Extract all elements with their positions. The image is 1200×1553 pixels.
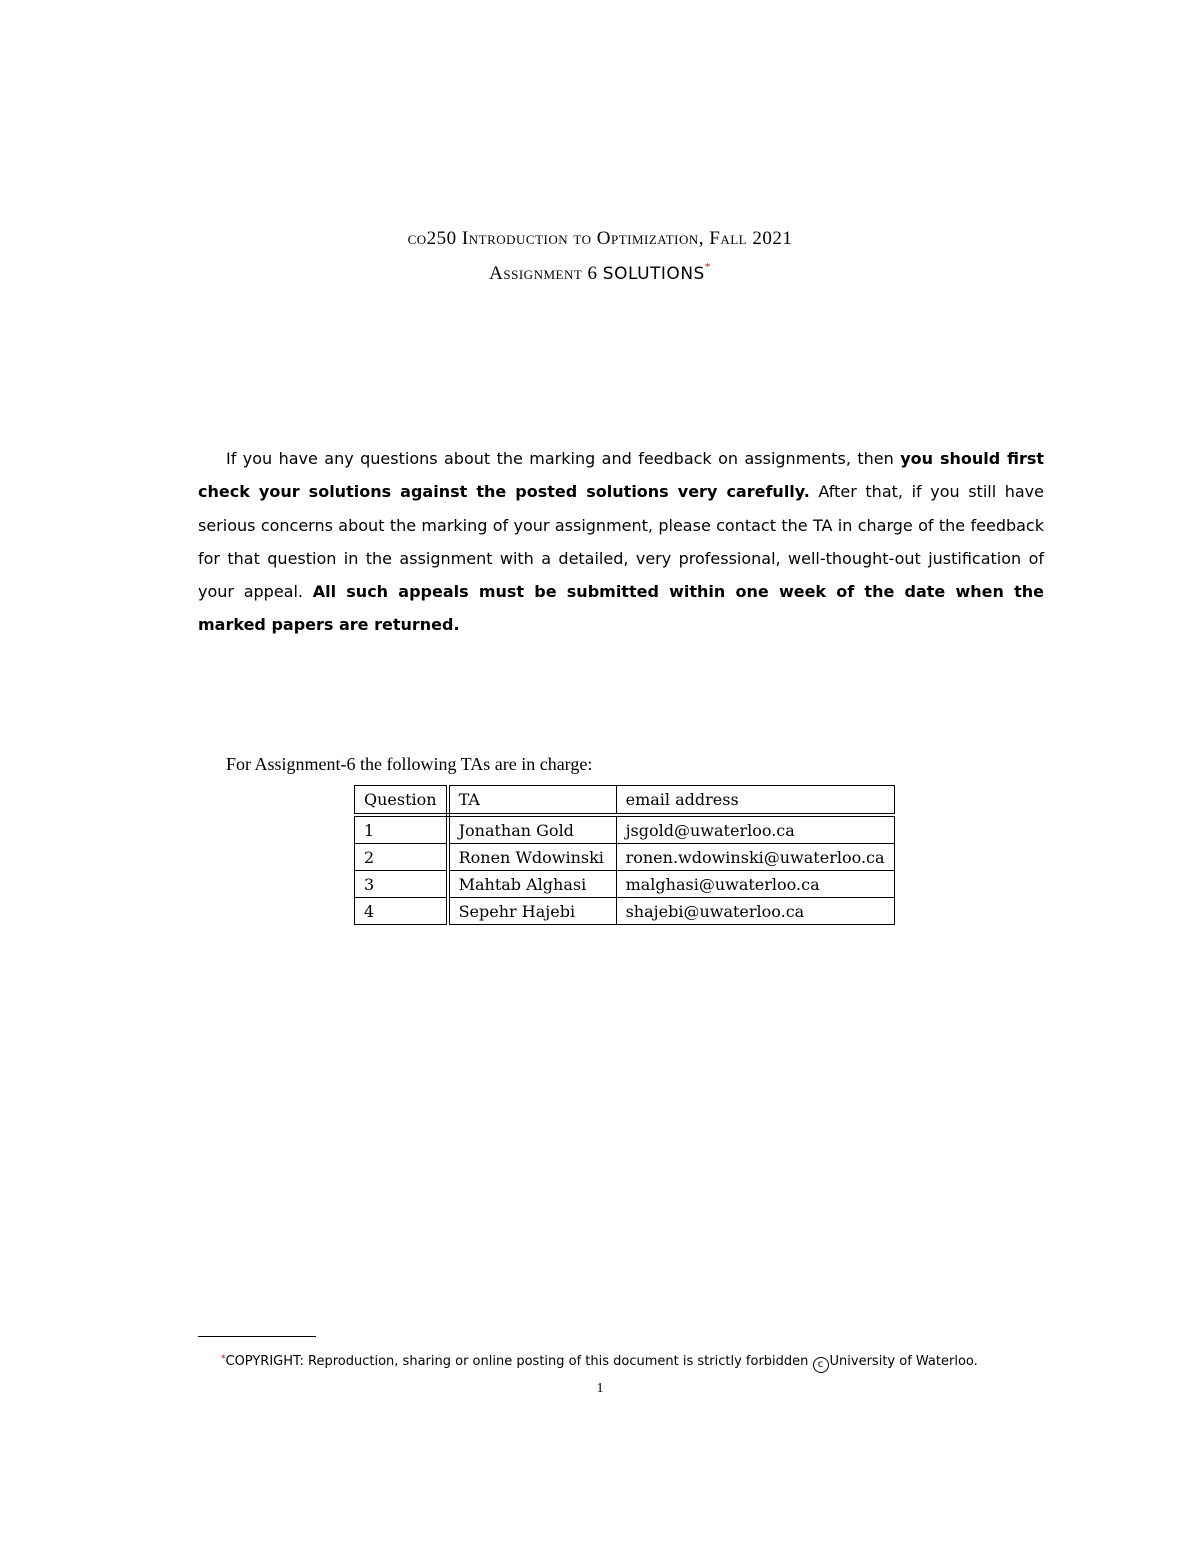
intro-paragraph (198, 442, 1044, 642)
assignment-title (0, 263, 1200, 285)
question-number: 4 (355, 898, 448, 925)
footnote-text: COPYRIGHT: Reproduction, sharing or online posting of this document is strictly forbidden (225, 1354, 813, 1369)
ta-email: ronen.wdowinski@uwaterloo.ca (616, 844, 894, 871)
intro-bold-2: All such appeals must be submitted within one week of the date when the marked papers are returned. (198, 582, 1044, 635)
assignment-label: Assignment 6 (489, 263, 598, 284)
question-number: 3 (355, 871, 448, 898)
ta-intro-text: For Assignment-6 the following TAs are in charge: (226, 754, 593, 774)
table-row (355, 871, 895, 898)
ta-email: shajebi@uwaterloo.ca (616, 898, 894, 925)
header-email: email address (616, 786, 894, 816)
ta-name: Jonathan Gold (448, 815, 617, 844)
header-question: Question (355, 786, 448, 816)
solutions-label: SOLUTIONS (602, 264, 705, 284)
ta-name: Sepehr Hajebi (448, 898, 617, 925)
ta-table (354, 785, 895, 925)
intro-bold-1: you should first check your solutions against the posted solutions very carefully. (198, 449, 1045, 502)
ta-email: malghasi@uwaterloo.ca (616, 871, 894, 898)
course-title: co250 Introduction to Optimization, Fall 2021 (407, 228, 793, 249)
ta-name: Ronen Wdowinski (448, 844, 617, 871)
question-number: 2 (355, 844, 448, 871)
copyright-icon: c (813, 1357, 829, 1373)
copyright-footnote (221, 1354, 978, 1373)
table-row (355, 815, 895, 844)
intro-text-2: After that, if you still have serious concerns about the marking of your assignment, please contact the TA in charge of the feedback for that question in the assignment with a detailed, very professional, well-thought-out justification of your appeal. (198, 482, 1044, 602)
header-ta: TA (448, 786, 617, 816)
table-row (355, 898, 895, 925)
ta-table-header-row (355, 786, 895, 816)
intro-text-1: If you have any questions about the marking and feedback on assignments, then (226, 449, 901, 468)
ta-name: Mahtab Alghasi (448, 871, 617, 898)
page-number: 1 (596, 1381, 604, 1396)
question-number: 1 (355, 815, 448, 844)
footnote-marker: * (221, 1354, 226, 1364)
footnote-divider (198, 1336, 316, 1337)
footnote-owner: University of Waterloo. (829, 1354, 978, 1369)
ta-email: jsgold@uwaterloo.ca (616, 815, 894, 844)
title-footnote-marker: * (704, 261, 711, 273)
table-row (355, 844, 895, 871)
